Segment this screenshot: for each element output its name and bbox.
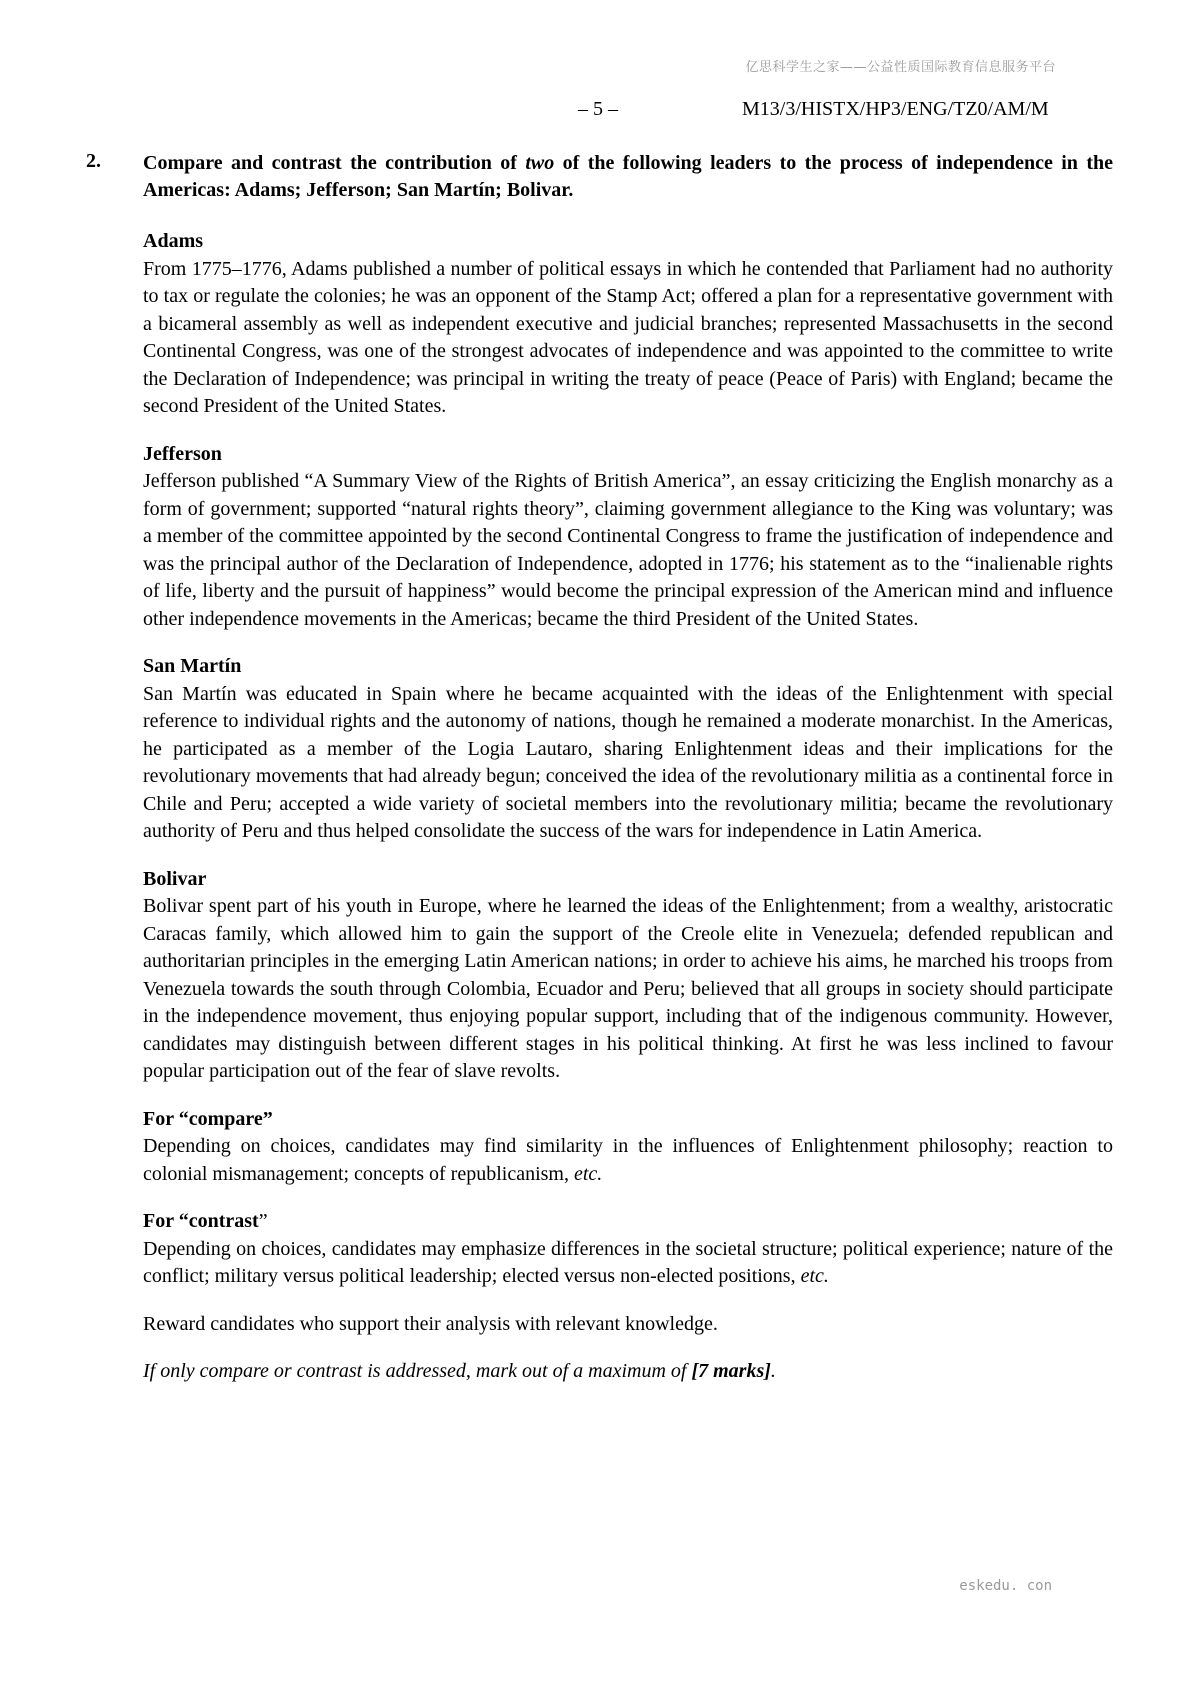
section-heading: Jefferson bbox=[143, 442, 222, 465]
section-body bbox=[143, 1236, 1113, 1291]
etc-text: etc. bbox=[800, 1265, 829, 1287]
question-text bbox=[143, 150, 1113, 204]
etc-text: etc. bbox=[574, 1162, 603, 1185]
section-body: From 1775–1776, Adams published a number of political essays in which he contended that Parliament had no authority to tax or regulate the colonies; he was an opponent of the Stamp Act; offered a plan for a representative government with a bicameral assembly as well as independent executive and judicial branches; represented Massachusetts in the second Continental Congress, was one of the strongest advocates of independence and was appointed to the committee to write the Declaration of Independence; was principal in writing the treaty of peace (Peace of Paris) with England; became the second President of the United States. bbox=[143, 257, 1113, 417]
question-text-part: Compare and contrast the contribution of bbox=[143, 152, 526, 174]
section-heading: San Martín bbox=[143, 655, 242, 677]
page-number: – 5 – bbox=[578, 98, 618, 120]
section-body: Jefferson published “A Summary View of the Rights of British America”, an essay criticizing the English monarchy as a form of government; supported “natural rights theory”, claiming government allegiance to the King was voluntary; was a member of the committee appointed by the second Continental Congress to frame the justification of independence and was the principal author of the Declaration of Independence, adopted in 1776; his statement as to the “inalienable rights of life, liberty and the pursuit of happiness” would become the principal expression of the American mind and influence other independence movements in the Americas; became the third President of the United States. bbox=[143, 470, 1113, 630]
section-heading-tail: ” bbox=[258, 1210, 268, 1232]
max-marks-text: If only compare or contrast is addressed, mark out of a maximum of bbox=[143, 1360, 692, 1382]
section-contrast bbox=[143, 1208, 1113, 1291]
section-bolivar bbox=[143, 866, 1113, 1086]
section-adams bbox=[143, 228, 1113, 421]
watermark-top: 亿思科学生之家——公益性质国际教育信息服务平台 bbox=[745, 60, 1056, 75]
section-compare bbox=[143, 1106, 1113, 1189]
section-heading: Adams bbox=[143, 230, 204, 252]
section-body bbox=[143, 1133, 1113, 1188]
watermark-bottom: eskedu. con bbox=[959, 1578, 1052, 1594]
section-body: Bolivar spent part of his youth in Europe, where he learned the ideas of the Enlightenment; from a wealthy, aristocratic Caracas family, which allowed him to gain the support of the Creole elite in Venezuela; defended republican and authoritarian principles in the emerging Latin American nations; in order to achieve his aims, he marched his troops from Venezuela towards the south through Colombia, Ecuador and Peru; believed that all groups in society should participate in the independence movement, thus enjoying popular support, including that of the indigenous community. However, candidates may distinguish between different stages in his political thinking. At first he was less inclined to favour popular participation out of the fear of slave revolts. bbox=[143, 895, 1113, 1082]
section-heading bbox=[143, 1208, 1113, 1236]
section-body-text: Depending on choices, candidates may find similarity in the influences of Enlightenment philosophy; reaction to colonial mismanagement; concepts of republicanism, bbox=[143, 1135, 1113, 1185]
section-heading: For “compare” bbox=[143, 1107, 273, 1130]
section-heading-text: For “contrast bbox=[143, 1210, 259, 1232]
reward-line: Reward candidates who support their analysis with relevant knowledge. bbox=[143, 1312, 718, 1335]
marks-value: [7 marks] bbox=[691, 1360, 771, 1382]
section-body-text: Depending on choices, candidates may emphasize differences in the societal structure; political experience; nature of the conflict; military versus political leadership; elected versus non-elected positions, bbox=[143, 1237, 1113, 1287]
max-marks-note bbox=[143, 1358, 1113, 1386]
question-number: 2. bbox=[86, 150, 101, 172]
section-heading: Bolivar bbox=[143, 867, 207, 890]
question-text-emphasis: two bbox=[525, 152, 555, 174]
document-code: M13/3/HISTX/HP3/ENG/TZ0/AM/M bbox=[742, 98, 1049, 120]
markscheme-content bbox=[143, 228, 1113, 1386]
question-text-part: of the following leaders to the process of independence in the Americas: Adams; Jefferson; San Martín; Bolivar. bbox=[143, 152, 1113, 201]
max-marks-end: . bbox=[770, 1360, 776, 1382]
section-san-martin bbox=[143, 653, 1113, 846]
section-jefferson bbox=[143, 441, 1113, 634]
section-body: San Martín was educated in Spain where he became acquainted with the ideas of the Enlightenment with special reference to individual rights and the autonomy of nations, though he remained a moderate monarchist. In the Americas, he participated as a member of the Logia Lautaro, sharing Enlightenment ideas and their implications for the revolutionary movements that had already begun; conceived the idea of the revolutionary militia as a continental force in Chile and Peru; accepted a wide variety of societal members into the revolutionary militia; became the revolutionary authority of Peru and thus helped consolidate the success of the wars for independence in Latin America. bbox=[143, 682, 1113, 842]
